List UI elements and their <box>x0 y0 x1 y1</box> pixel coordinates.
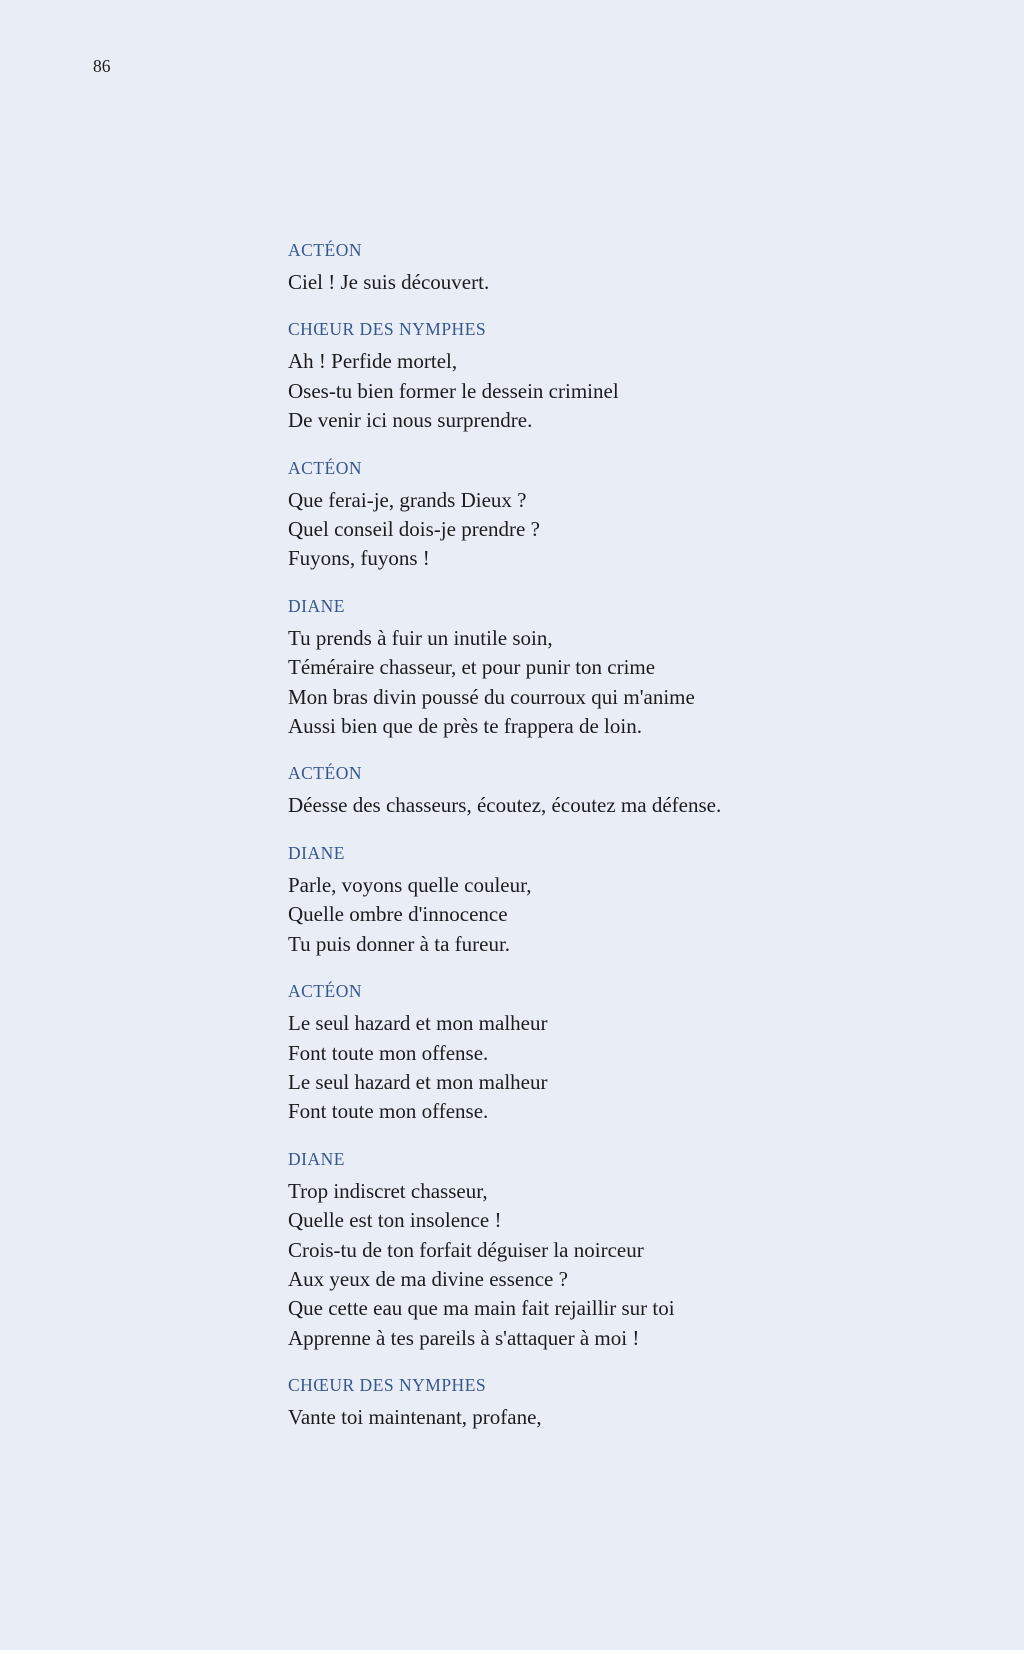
page-bottom-edge <box>0 1650 1024 1654</box>
speaker-name: ACTÉON <box>288 981 362 1002</box>
speech-block <box>288 594 928 742</box>
speaker-name: CHŒUR DES NYMPHES <box>288 1375 487 1396</box>
verse-line: Parle, voyons quelle couleur, <box>288 872 532 897</box>
libretto-dialogue <box>288 238 928 1453</box>
verse-line: Quelle est ton insolence ! <box>288 1208 502 1233</box>
verse-line: Trop indiscret chasseur, <box>288 1178 488 1203</box>
verse-line: Que cette eau que ma main fait rejaillir sur toi <box>288 1296 675 1321</box>
verse-line: Oses-tu bien former le dessein criminel <box>288 378 619 403</box>
verse-line: Apprenne à tes pareils à s'attaquer à moi ! <box>288 1325 640 1350</box>
speech-block <box>288 979 928 1127</box>
speech-block <box>288 238 928 297</box>
speech-block <box>288 456 928 574</box>
speaker-name: ACTÉON <box>288 240 362 260</box>
verse-line: Quel conseil dois-je prendre ? <box>288 517 540 542</box>
verse-line: Vante toi maintenant, profane, <box>288 1405 542 1430</box>
verse-line: Fuyons, fuyons ! <box>288 546 430 571</box>
verse-line: Le seul hazard et mon malheur <box>288 1011 548 1036</box>
speech-block <box>288 841 928 959</box>
verse-line: Mon bras divin poussé du courroux qui m'anime <box>288 684 695 709</box>
verse-line: Crois-tu de ton forfait déguiser la noirceur <box>288 1237 644 1262</box>
verse-line: Font toute mon offense. <box>288 1040 489 1065</box>
speech-block <box>288 317 928 435</box>
verse-line: De venir ici nous surprendre. <box>288 408 533 433</box>
verse-line: Téméraire chasseur, et pour punir ton crime <box>288 655 656 680</box>
speaker-name: ACTÉON <box>288 763 362 784</box>
speech-block <box>288 1373 928 1432</box>
verse-line: Ah ! Perfide mortel, <box>288 349 458 374</box>
speaker-name: DIANE <box>288 842 345 863</box>
verse-line: Ciel ! Je suis découvert. <box>288 270 490 294</box>
speech-block <box>288 761 928 820</box>
verse-line: Aussi bien que de près te frappera de loin. <box>288 714 642 739</box>
verse-line: Le seul hazard et mon malheur <box>288 1069 548 1094</box>
speaker-name: DIANE <box>288 1148 345 1169</box>
speaker-name: ACTÉON <box>288 457 362 478</box>
verse-line: Tu prends à fuir un inutile soin, <box>288 625 553 650</box>
verse-line: Quelle ombre d'innocence <box>288 902 508 927</box>
verse-line: Tu puis donner à ta fureur. <box>288 931 511 956</box>
speech-block <box>288 1147 928 1353</box>
verse-line: Déesse des chasseurs, écoutez, écoutez ma défense. <box>288 793 722 818</box>
speaker-name: DIANE <box>288 595 345 616</box>
verse-line: Que ferai-je, grands Dieux ? <box>288 487 527 512</box>
verse-line: Font toute mon offense. <box>288 1099 489 1124</box>
speaker-name: CHŒUR DES NYMPHES <box>288 319 487 340</box>
verse-line: Aux yeux de ma divine essence ? <box>288 1266 568 1291</box>
page-number: 86 <box>93 56 111 76</box>
